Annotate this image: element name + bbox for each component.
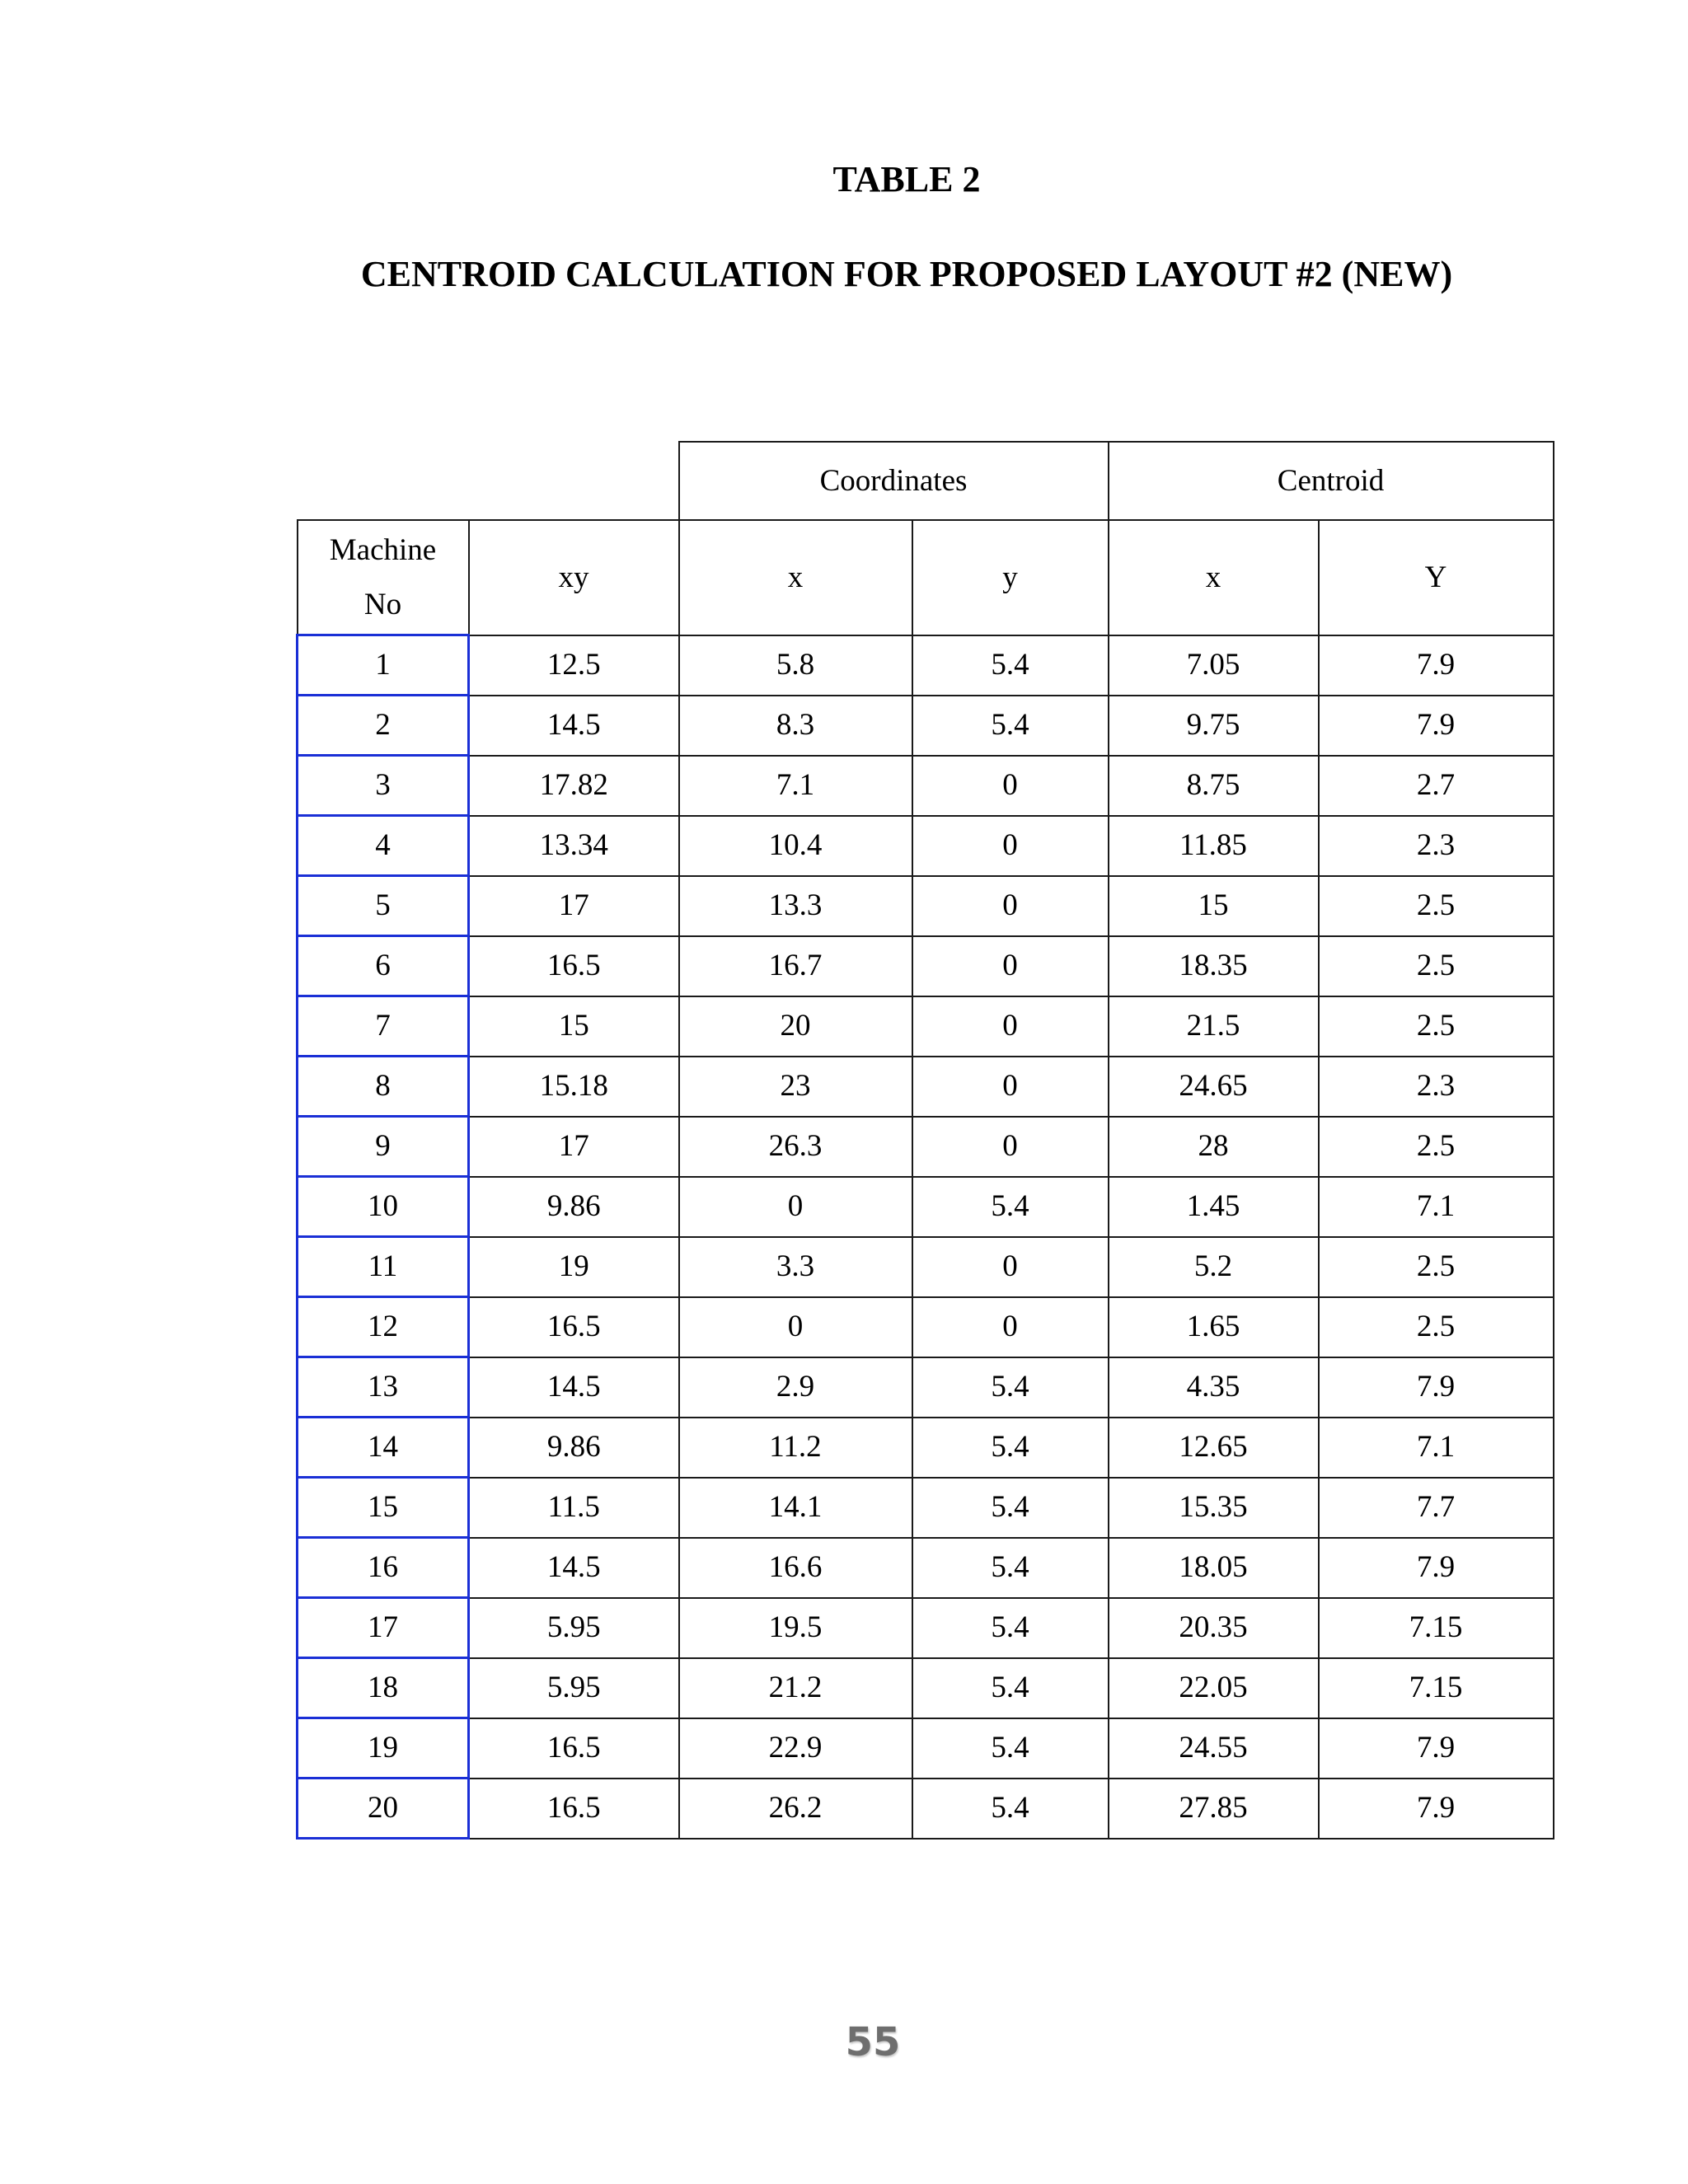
table-row (298, 696, 1554, 756)
machine-no-cell: 17 (298, 1598, 469, 1658)
centroid-y-cell: 2.5 (1319, 876, 1554, 936)
centroid-x-cell: 5.2 (1109, 1237, 1319, 1297)
coordinate-y-cell: 5.4 (912, 1598, 1109, 1658)
xy-header: xy (469, 520, 679, 635)
machine-no-cell: 15 (298, 1478, 469, 1538)
column-header-row (298, 520, 1554, 635)
xy-cell: 13.34 (469, 816, 679, 876)
xy-cell: 14.5 (469, 1538, 679, 1598)
machine-header-line2: No (363, 587, 402, 621)
machine-no-cell: 9 (298, 1117, 469, 1177)
centroid-x-cell: 7.05 (1109, 635, 1319, 696)
xy-cell: 17 (469, 876, 679, 936)
coordinate-y-cell: 5.4 (912, 1357, 1109, 1418)
blank-corner (298, 442, 679, 520)
table-row (298, 1718, 1554, 1779)
coordinate-y-cell: 0 (912, 1117, 1109, 1177)
coordinate-y-header: y (912, 520, 1109, 635)
xy-cell: 16.5 (469, 936, 679, 996)
coordinate-x-cell: 10.4 (679, 816, 912, 876)
coordinate-y-cell: 0 (912, 996, 1109, 1057)
centroid-y-cell: 7.9 (1319, 1538, 1554, 1598)
machine-no-cell: 12 (298, 1297, 469, 1357)
coordinate-y-cell: 5.4 (912, 1538, 1109, 1598)
table-row (298, 1538, 1554, 1598)
coordinate-x-cell: 16.6 (679, 1538, 912, 1598)
machine-no-cell: 8 (298, 1057, 469, 1117)
coordinate-y-cell: 5.4 (912, 1658, 1109, 1718)
xy-cell: 5.95 (469, 1598, 679, 1658)
centroid-x-cell: 8.75 (1109, 756, 1319, 816)
coordinate-x-cell: 11.2 (679, 1418, 912, 1478)
table-row (298, 816, 1554, 876)
group-header-row (298, 442, 1554, 520)
machine-no-cell: 3 (298, 756, 469, 816)
table-body (298, 635, 1554, 1839)
centroid-x-cell: 20.35 (1109, 1598, 1319, 1658)
centroid-x-header: x (1109, 520, 1319, 635)
table-row (298, 1418, 1554, 1478)
coordinate-y-cell: 0 (912, 816, 1109, 876)
xy-cell: 16.5 (469, 1718, 679, 1779)
centroid-x-cell: 11.85 (1109, 816, 1319, 876)
coordinate-y-cell: 0 (912, 1237, 1109, 1297)
xy-cell: 16.5 (469, 1779, 679, 1839)
centroid-y-cell: 2.5 (1319, 1237, 1554, 1297)
centroid-x-cell: 22.05 (1109, 1658, 1319, 1718)
centroid-y-cell: 2.5 (1319, 1297, 1554, 1357)
centroid-x-cell: 24.65 (1109, 1057, 1319, 1117)
xy-cell: 15.18 (469, 1057, 679, 1117)
centroid-x-cell: 27.85 (1109, 1779, 1319, 1839)
machine-no-cell: 6 (298, 936, 469, 996)
table-row (298, 1478, 1554, 1538)
coordinate-x-cell: 19.5 (679, 1598, 912, 1658)
centroid-x-cell: 1.65 (1109, 1297, 1319, 1357)
table-number: TABLE 2 (832, 159, 981, 199)
centroid-y-cell: 7.7 (1319, 1478, 1554, 1538)
table-row (298, 876, 1554, 936)
xy-cell: 17 (469, 1117, 679, 1177)
centroid-y-cell: 7.1 (1319, 1418, 1554, 1478)
table-row (298, 936, 1554, 996)
centroid-x-cell: 4.35 (1109, 1357, 1319, 1418)
centroid-y-cell: 2.5 (1319, 996, 1554, 1057)
xy-cell: 15 (469, 996, 679, 1057)
centroid-x-cell: 18.05 (1109, 1538, 1319, 1598)
centroid-x-cell: 28 (1109, 1117, 1319, 1177)
coordinate-x-cell: 20 (679, 996, 912, 1057)
coordinate-y-cell: 5.4 (912, 1478, 1109, 1538)
coordinate-x-cell: 13.3 (679, 876, 912, 936)
coordinate-x-header: x (679, 520, 912, 635)
coordinates-group-header: Coordinates (679, 442, 1109, 520)
centroid-x-cell: 1.45 (1109, 1177, 1319, 1237)
centroid-x-cell: 15 (1109, 876, 1319, 936)
centroid-y-cell: 7.15 (1319, 1658, 1554, 1718)
machine-no-cell: 5 (298, 876, 469, 936)
centroid-y-cell: 7.1 (1319, 1177, 1554, 1237)
table-row (298, 1779, 1554, 1839)
table-row (298, 1598, 1554, 1658)
centroid-x-cell: 12.65 (1109, 1418, 1319, 1478)
coordinate-x-cell: 8.3 (679, 696, 912, 756)
machine-no-cell: 1 (298, 635, 469, 696)
coordinate-x-cell: 22.9 (679, 1718, 912, 1779)
centroid-x-cell: 24.55 (1109, 1718, 1319, 1779)
coordinate-x-cell: 2.9 (679, 1357, 912, 1418)
coordinate-y-cell: 0 (912, 876, 1109, 936)
machine-no-cell: 13 (298, 1357, 469, 1418)
xy-cell: 17.82 (469, 756, 679, 816)
table-row (298, 1057, 1554, 1117)
machine-no-cell: 11 (298, 1237, 469, 1297)
machine-no-cell: 7 (298, 996, 469, 1057)
centroid-y-cell: 2.3 (1319, 816, 1554, 876)
centroid-y-cell: 7.9 (1319, 696, 1554, 756)
centroid-x-cell: 21.5 (1109, 996, 1319, 1057)
coordinate-y-cell: 0 (912, 756, 1109, 816)
machine-no-cell: 16 (298, 1538, 469, 1598)
centroid-y-cell: 2.5 (1319, 1117, 1554, 1177)
coordinate-x-cell: 5.8 (679, 635, 912, 696)
centroid-y-header: Y (1319, 520, 1554, 635)
coordinate-x-cell: 21.2 (679, 1658, 912, 1718)
xy-cell: 11.5 (469, 1478, 679, 1538)
xy-cell: 12.5 (469, 635, 679, 696)
page-number: 55 (845, 2019, 901, 2065)
machine-no-cell: 14 (298, 1418, 469, 1478)
coordinate-y-cell: 0 (912, 1057, 1109, 1117)
coordinate-x-cell: 0 (679, 1297, 912, 1357)
xy-cell: 14.5 (469, 1357, 679, 1418)
xy-cell: 5.95 (469, 1658, 679, 1718)
machine-no-cell: 10 (298, 1177, 469, 1237)
centroid-group-header: Centroid (1109, 442, 1554, 520)
centroid-x-cell: 15.35 (1109, 1478, 1319, 1538)
table-row (298, 635, 1554, 696)
xy-cell: 9.86 (469, 1177, 679, 1237)
xy-cell: 14.5 (469, 696, 679, 756)
coordinate-y-cell: 5.4 (912, 1177, 1109, 1237)
machine-no-cell: 20 (298, 1779, 469, 1839)
coordinate-x-cell: 3.3 (679, 1237, 912, 1297)
coordinate-x-cell: 0 (679, 1177, 912, 1237)
table-row (298, 1117, 1554, 1177)
coordinate-x-cell: 7.1 (679, 756, 912, 816)
centroid-x-cell: 9.75 (1109, 696, 1319, 756)
table-row (298, 1177, 1554, 1237)
table-row (298, 1357, 1554, 1418)
coordinate-x-cell: 14.1 (679, 1478, 912, 1538)
coordinate-x-cell: 26.2 (679, 1779, 912, 1839)
table-row (298, 1237, 1554, 1297)
machine-no-cell: 18 (298, 1658, 469, 1718)
machine-header-line1: Machine (329, 532, 437, 567)
coordinate-y-cell: 0 (912, 936, 1109, 996)
coordinate-y-cell: 5.4 (912, 1418, 1109, 1478)
coordinate-x-cell: 26.3 (679, 1117, 912, 1177)
centroid-y-cell: 7.9 (1319, 1718, 1554, 1779)
machine-no-cell: 2 (298, 696, 469, 756)
xy-cell: 9.86 (469, 1418, 679, 1478)
coordinate-y-cell: 0 (912, 1297, 1109, 1357)
table-title: CENTROID CALCULATION FOR PROPOSED LAYOUT #2 (NEW) (360, 254, 1453, 294)
centroid-y-cell: 7.15 (1319, 1598, 1554, 1658)
coordinate-y-cell: 5.4 (912, 1779, 1109, 1839)
machine-no-cell: 4 (298, 816, 469, 876)
xy-cell: 19 (469, 1237, 679, 1297)
centroid-y-cell: 7.9 (1319, 635, 1554, 696)
coordinate-x-cell: 23 (679, 1057, 912, 1117)
table-row (298, 996, 1554, 1057)
table-row (298, 1297, 1554, 1357)
table-row (298, 756, 1554, 816)
centroid-y-cell: 2.3 (1319, 1057, 1554, 1117)
centroid-y-cell: 2.5 (1319, 936, 1554, 996)
centroid-y-cell: 2.7 (1319, 756, 1554, 816)
coordinate-y-cell: 5.4 (912, 696, 1109, 756)
centroid-table (296, 441, 1554, 1840)
centroid-y-cell: 7.9 (1319, 1357, 1554, 1418)
table-row (298, 1658, 1554, 1718)
xy-cell: 16.5 (469, 1297, 679, 1357)
coordinate-y-cell: 5.4 (912, 1718, 1109, 1779)
machine-no-cell: 19 (298, 1718, 469, 1779)
machine-no-header (298, 520, 469, 635)
centroid-y-cell: 7.9 (1319, 1779, 1554, 1839)
centroid-x-cell: 18.35 (1109, 936, 1319, 996)
coordinate-y-cell: 5.4 (912, 635, 1109, 696)
coordinate-x-cell: 16.7 (679, 936, 912, 996)
